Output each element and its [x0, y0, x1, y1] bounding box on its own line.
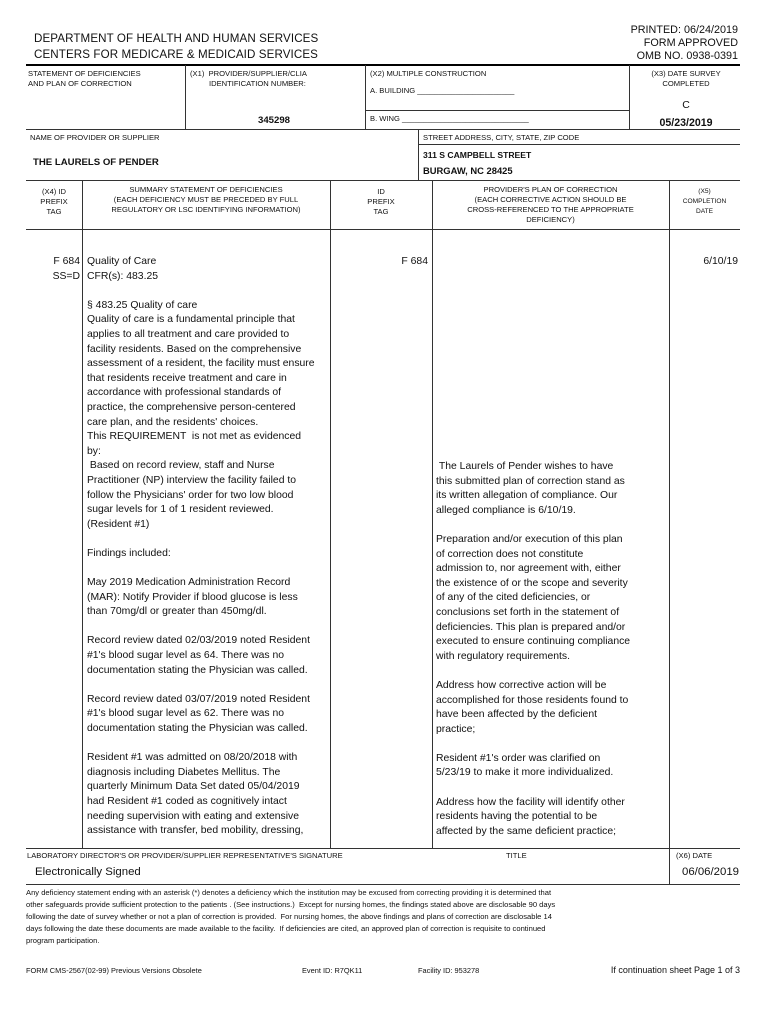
severity-code: SS=D: [52, 270, 80, 282]
x6-date-label: (X6) DATE: [676, 851, 713, 860]
page-number: If continuation sheet Page 1 of 3: [610, 965, 740, 975]
plan-text: The Laurels of Pender wishes to have this submitted plan of correction stand as its written allegation of compliance. Our alleged compliance is 6/10/19. Preparation and/or execution of this plan of correction does not constitute admission to, nor agreement with, either the existence of or the scope and severity of any of the cited deficiencies, or conclusions set forth in the statement of deficiencies. This plan is prepared and/or executed to ensure continuing compliance with regulatory requirements. Address how corrective action will be accomplished for those residents found to have been affected by the deficient practice; Resident #1's order was clarified on 5/23/19 to make it more individualized. Address how the facility will identify other residents having the potential to be affected by the same deficient practice;: [436, 461, 631, 837]
provider-label: NAME OF PROVIDER OR SUPPLIER: [30, 133, 160, 142]
signature-date: 06/06/2019: [681, 866, 739, 878]
column-divider: [432, 181, 433, 848]
x3-code: C: [682, 99, 690, 111]
building-label: A. BUILDING _______________________: [370, 86, 515, 95]
x5-label: (X5) COMPLETION DATE: [682, 188, 727, 215]
plan-label: PROVIDER'S PLAN OF CORRECTION (EACH CORRECTIVE ACTION SHOULD BE CROSS-REFERENCED TO THE APPROPRIATE DEFICIENCY): [467, 185, 634, 224]
top-rule: [26, 64, 740, 66]
divider: [185, 65, 186, 129]
wing-label: B. WING ______________________________: [370, 114, 529, 123]
disclaimer: Any deficiency statement ending with an asterisk (*) denotes a deficiency which the institution may be excused from correcting providing it is determined that other safeguards provide sufficient protection to the patients . (See instructions.) Except for nursing homes, the findings stated above are disclosable 90 days following the date of survey whether or not a plan of correction is provided. For nursing homes, the above findings and plans of correction are disclosable 14 days following the date these documents are made available to the facility. If deficiencies are cited, an approved plan of correction is requisite to continued program participation.: [26, 888, 556, 945]
department-name: DEPARTMENT OF HEALTH AND HUMAN SERVICES: [34, 32, 319, 45]
signature-rule: [26, 848, 740, 849]
address-label: STREET ADDRESS, CITY, STATE, ZIP CODE: [423, 133, 580, 142]
facility-id: Facility ID: 953278: [418, 966, 480, 975]
column-divider: [330, 181, 331, 848]
divider: [365, 110, 629, 111]
signature-value: Electronically Signed: [35, 866, 141, 878]
divider: [418, 130, 419, 180]
title-label: TITLE: [506, 851, 527, 860]
summary-label: SUMMARY STATEMENT OF DEFICIENCIES (EACH DEFICIENCY MUST BE PRECEDED BY FULL REGULATORY OR LSC IDENTIFYING INFORMATION): [111, 185, 301, 214]
event-id: Event ID: R7QK11: [302, 966, 363, 975]
agency-header: [34, 31, 318, 63]
completion-date: 6/10/19: [703, 256, 738, 267]
provider-name: THE LAURELS OF PENDER: [33, 157, 159, 168]
right-tag: F 684: [401, 256, 428, 267]
left-tag-code: F 684: [53, 256, 80, 267]
form-info: [631, 24, 738, 63]
summary-text: Quality of Care CFR(s): 483.25 § 483.25 Quality of care Quality of care is a fundamental principle that applies to all treatment and care provided to facility residents. Based on the comprehensive assessment of a resident, the facility must ensure that residents receive treatment and care in accordance with professional standards of practice, the comprehensive person-centered care plan, and the residents' choices. This REQUIREMENT is not met as evidenced by: Based on record review, staff and Nurse Practitioner (NP) interview the facility failed to follow the Physicians' order for two low blood sugar levels for 1 of 1 resident reviewed. (Resident #1) Findings included: May 2019 Medication Administration Record (MAR): Notify Provider if blood glucose is less than 70mg/dl or greater than 450mg/dl. Record review dated 02/03/2019 noted Resident #1's blood sugar level as 64. There was no documentation stating the Physician was called. Record review dated 03/07/2019 noted Resident #1's blood sugar level as 62. There was no documentation stating the Physician was called. Resident #1 was admitted on 08/20/2018 with diagnosis including Diabetes Mellitus. The quarterly Minimum Data Set dated 05/04/2019 had Resident #1 coded as cognitively intact needing supervision with eating and extensive assistance with transfer, bed mobility, dressing,: [87, 256, 315, 837]
street-address: 311 S CAMPBELL STREET: [423, 150, 532, 160]
x2-label: (X2) MULTIPLE CONSTRUCTION: [370, 69, 487, 78]
header-rule: [26, 229, 740, 230]
printed-date: PRINTED: 06/24/2019: [630, 24, 738, 36]
form-number: FORM CMS-2567(02-99) Previous Versions Obsolete: [26, 966, 202, 975]
provider-id: 345298: [258, 115, 291, 126]
column-divider: [669, 181, 670, 848]
form-approved: FORM APPROVED: [643, 37, 738, 49]
x1-label: (X1) PROVIDER/SUPPLIER/CLIA IDENTIFICATION NUMBER:: [190, 69, 307, 88]
x4-label: (X4) ID PREFIX TAG: [40, 187, 68, 216]
signature-label: LABORATORY DIRECTOR'S OR PROVIDER/SUPPLIER REPRESENTATIVE'S SIGNATURE: [27, 851, 343, 860]
divider: [418, 144, 740, 145]
agency-name: CENTERS FOR MEDICARE & MEDICAID SERVICES: [34, 48, 319, 61]
x3-label: (X3) DATE SURVEY COMPLETED: [651, 69, 721, 88]
signature-bottom-rule: [26, 884, 740, 885]
survey-date: 05/23/2019: [659, 117, 713, 129]
omb-number: OMB NO. 0938-0391: [636, 50, 738, 62]
city-state-zip: BURGAW, NC 28425: [423, 165, 513, 176]
left-tag: [26, 255, 80, 284]
row-rule: [26, 180, 740, 181]
id-label: ID PREFIX TAG: [367, 187, 395, 216]
divider: [365, 65, 366, 129]
column-divider: [82, 181, 83, 848]
statement-label: STATEMENT OF DEFICIENCIES AND PLAN OF CORRECTION: [28, 69, 141, 88]
row-rule: [26, 129, 740, 130]
